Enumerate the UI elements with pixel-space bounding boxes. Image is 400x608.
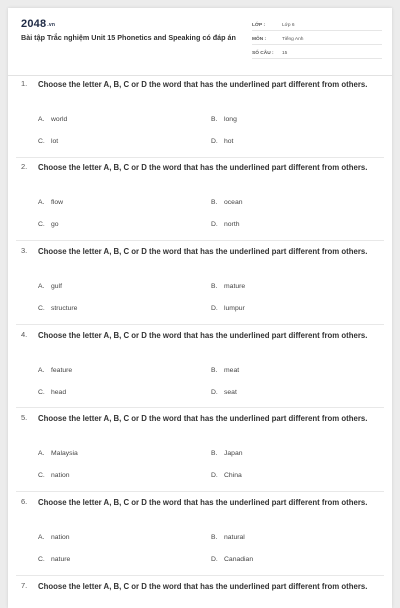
option-letter: C.: [38, 556, 45, 563]
option-text: lumpur: [224, 305, 245, 312]
option-b[interactable]: [211, 534, 245, 541]
option-text: hot: [224, 138, 234, 145]
option-letter: C.: [38, 138, 45, 145]
option-letter: D.: [211, 138, 218, 145]
question-divider: [16, 240, 384, 241]
option-letter: A.: [38, 450, 45, 457]
option-letter: A.: [38, 283, 45, 290]
option-text: ocean: [224, 199, 243, 206]
option-letter: C.: [38, 305, 45, 312]
meta-key: SỐ CÂU :: [252, 51, 274, 56]
option-a[interactable]: [38, 367, 72, 374]
question-divider: [16, 157, 384, 158]
option-c[interactable]: [38, 472, 70, 479]
option-letter: A.: [38, 199, 45, 206]
document-page: [8, 8, 392, 608]
option-b[interactable]: [211, 450, 243, 457]
option-letter: C.: [38, 389, 45, 396]
document-header: [8, 8, 392, 76]
option-letter: B.: [211, 367, 218, 374]
meta-row-count: [252, 47, 382, 59]
option-letter: A.: [38, 534, 45, 541]
option-letter: D.: [211, 472, 218, 479]
question-divider: [16, 491, 384, 492]
option-letter: B.: [211, 534, 218, 541]
question-number: 3.: [21, 246, 28, 255]
option-text: lot: [51, 138, 59, 145]
option-text: nation: [51, 534, 70, 541]
option-d[interactable]: [211, 556, 253, 563]
option-d[interactable]: [211, 221, 240, 228]
option-d[interactable]: [211, 138, 233, 145]
question-number: 2.: [21, 162, 28, 171]
option-letter: B.: [211, 116, 218, 123]
option-text: Japan: [224, 450, 243, 457]
meta-key: MÔN :: [252, 37, 267, 42]
option-text: gulf: [51, 283, 62, 290]
option-letter: B.: [211, 450, 218, 457]
question-text: Choose the letter A, B, C or D the word that has the underlined part different from others.: [38, 498, 368, 507]
option-text: China: [224, 472, 242, 479]
logo-suffix: .vn: [47, 22, 56, 28]
option-c[interactable]: [38, 556, 70, 563]
option-d[interactable]: [211, 389, 237, 396]
meta-row-subject: [252, 33, 382, 45]
document-title: Bài tập Trắc nghiệm Unit 15 Phonetics and Speaking có đáp án: [21, 33, 236, 42]
option-letter: A.: [38, 367, 45, 374]
question-text: Choose the letter A, B, C or D the word that has the underlined part different from others.: [38, 582, 368, 591]
option-text: mature: [224, 283, 246, 290]
option-text: long: [224, 116, 237, 123]
option-letter: D.: [211, 305, 218, 312]
question-text: Choose the letter A, B, C or D the word that has the underlined part different from others.: [38, 331, 368, 340]
option-b[interactable]: [211, 283, 245, 290]
option-c[interactable]: [38, 305, 77, 312]
option-text: go: [51, 221, 59, 228]
question-text: Choose the letter A, B, C or D the word that has the underlined part different from others.: [38, 414, 368, 423]
option-b[interactable]: [211, 367, 239, 374]
question-divider: [16, 407, 384, 408]
option-text: world: [51, 116, 68, 123]
option-c[interactable]: [38, 221, 59, 228]
option-text: Canadian: [224, 556, 254, 563]
option-letter: A.: [38, 116, 45, 123]
question-divider: [16, 575, 384, 576]
option-b[interactable]: [211, 116, 237, 123]
option-text: nature: [51, 556, 71, 563]
option-letter: C.: [38, 472, 45, 479]
option-d[interactable]: [211, 305, 245, 312]
option-text: head: [51, 389, 67, 396]
meta-value: 15: [282, 51, 288, 56]
meta-value: Tiếng Anh: [282, 37, 304, 42]
meta-row-class: [252, 19, 382, 31]
option-letter: D.: [211, 556, 218, 563]
option-text: natural: [224, 534, 245, 541]
option-a[interactable]: [38, 283, 62, 290]
option-letter: B.: [211, 283, 218, 290]
logo-text: 2048: [21, 18, 47, 30]
option-c[interactable]: [38, 389, 66, 396]
question-number: 1.: [21, 79, 28, 88]
option-text: Malaysia: [51, 450, 78, 457]
question-text: Choose the letter A, B, C or D the word that has the underlined part different from others.: [38, 80, 368, 89]
question-divider: [16, 324, 384, 325]
question-number: 4.: [21, 330, 28, 339]
option-letter: D.: [211, 221, 218, 228]
option-a[interactable]: [38, 116, 67, 123]
option-d[interactable]: [211, 472, 242, 479]
option-text: seat: [224, 389, 237, 396]
option-text: nation: [51, 472, 70, 479]
option-c[interactable]: [38, 138, 58, 145]
option-text: feature: [51, 367, 73, 374]
option-letter: C.: [38, 221, 45, 228]
option-text: meat: [224, 367, 240, 374]
option-text: structure: [51, 305, 78, 312]
question-text: Choose the letter A, B, C or D the word that has the underlined part different from others.: [38, 247, 368, 256]
document-meta: [252, 19, 382, 61]
option-a[interactable]: [38, 199, 63, 206]
question-number: 6.: [21, 497, 28, 506]
option-a[interactable]: [38, 450, 78, 457]
option-a[interactable]: [38, 534, 70, 541]
option-text: north: [224, 221, 240, 228]
question-number: 5.: [21, 413, 28, 422]
site-logo[interactable]: [21, 18, 55, 30]
option-b[interactable]: [211, 199, 243, 206]
question-number: 7.: [21, 581, 28, 590]
meta-value: Lớp 6: [282, 23, 295, 28]
option-letter: D.: [211, 389, 218, 396]
option-letter: B.: [211, 199, 218, 206]
question-text: Choose the letter A, B, C or D the word that has the underlined part different from others.: [38, 163, 368, 172]
option-text: flow: [51, 199, 64, 206]
meta-key: LỚP :: [252, 23, 266, 28]
